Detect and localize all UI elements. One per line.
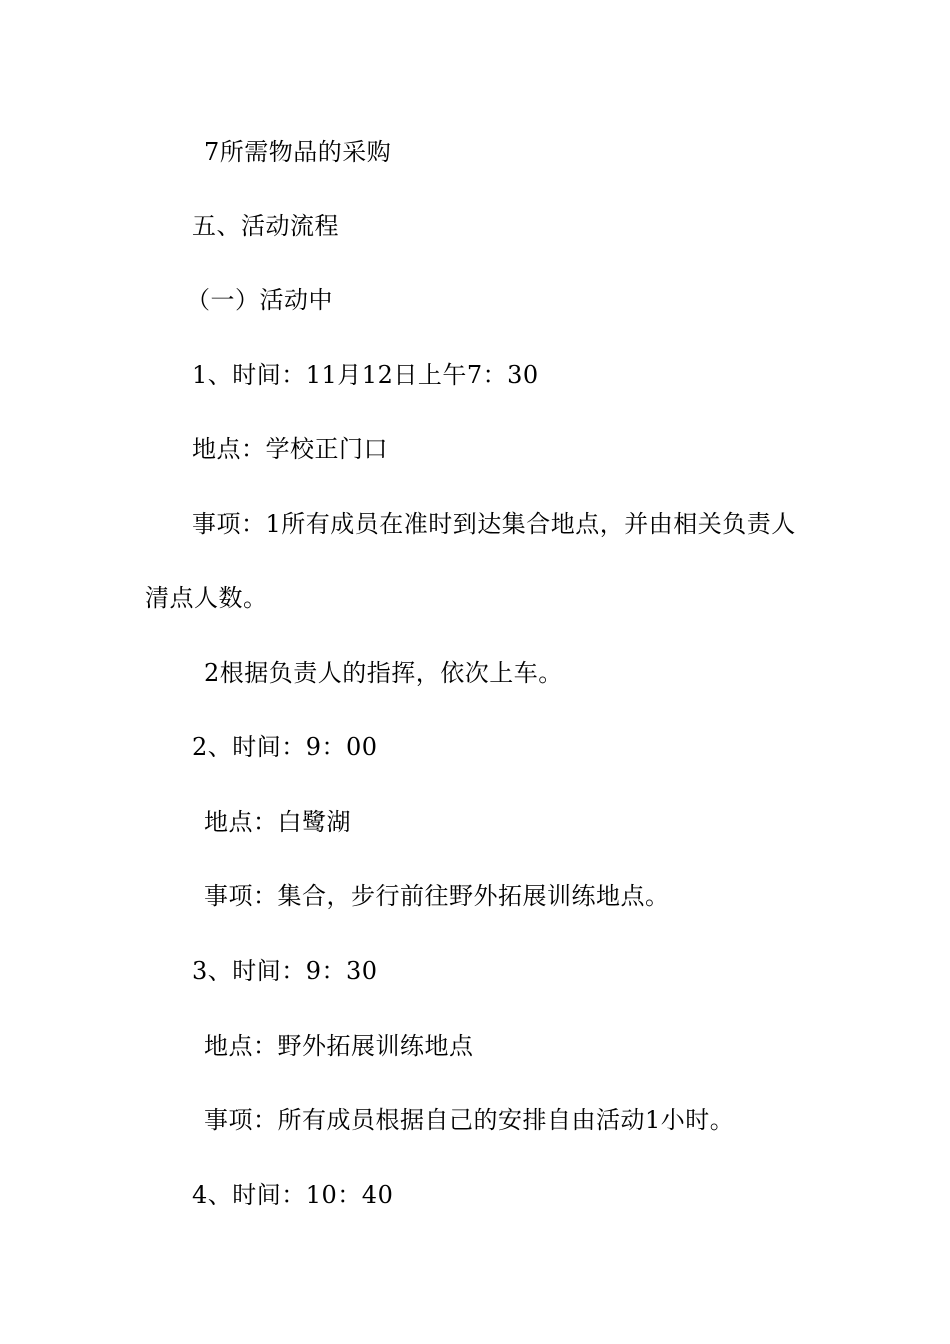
step-2-location: 地点：白鹭湖 bbox=[204, 808, 351, 836]
step-4-time: 4、时间：10：40 bbox=[192, 1181, 394, 1209]
subsection-heading-during-activity: （一）活动中 bbox=[186, 286, 333, 314]
step-3-location: 地点：野外拓展训练地点 bbox=[204, 1032, 474, 1060]
step-1-matters-continued: 清点人数。 bbox=[145, 584, 268, 612]
step-2-matters: 事项：集合，步行前往野外拓展训练地点。 bbox=[204, 882, 670, 910]
section-heading-activity-flow: 五、活动流程 bbox=[192, 212, 339, 240]
step-3-matters: 事项：所有成员根据自己的安排自由活动1小时。 bbox=[204, 1106, 735, 1134]
step-2-time: 2、时间：9：00 bbox=[192, 733, 378, 761]
step-3-time: 3、时间：9：30 bbox=[192, 957, 378, 985]
step-1-location: 地点：学校正门口 bbox=[192, 435, 388, 463]
step-1-time: 1、时间：11月12日上午7：30 bbox=[192, 361, 539, 389]
step-1-matters: 事项：1所有成员在准时到达集合地点，并由相关负责人 bbox=[192, 510, 796, 538]
step-1-matters-item-2: 2根据负责人的指挥，依次上车。 bbox=[204, 659, 563, 687]
text-line-purchase-items: 7所需物品的采购 bbox=[204, 138, 392, 166]
